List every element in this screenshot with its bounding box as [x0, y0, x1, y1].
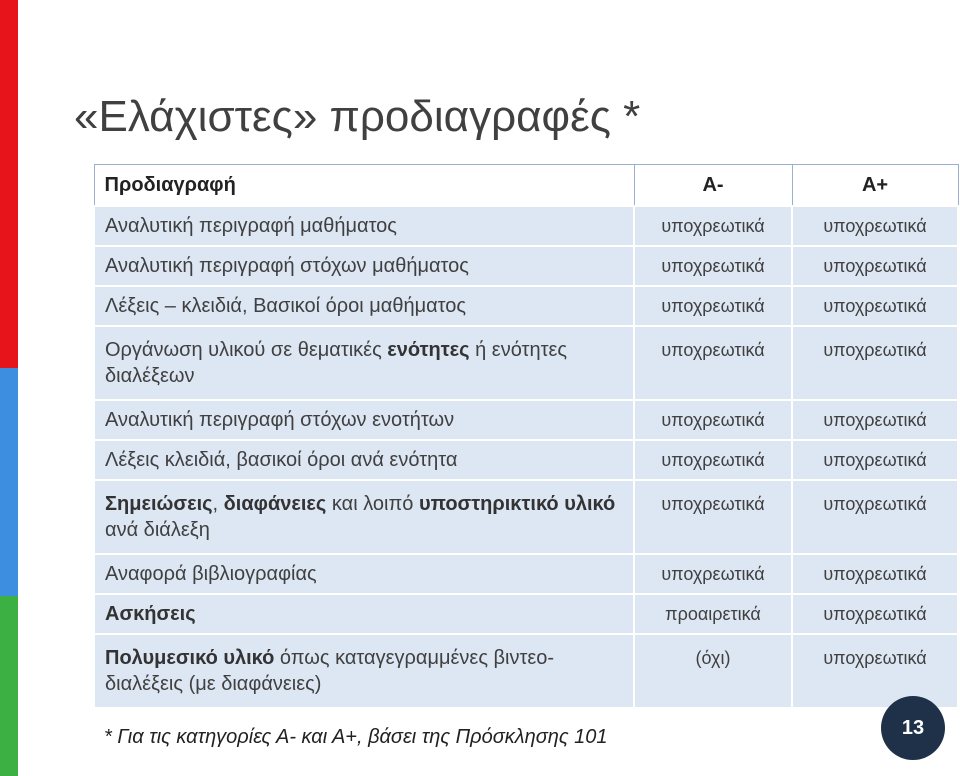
label-text: Αναλυτική περιγραφή στόχων ενοτήτων: [105, 409, 455, 431]
cell-a-plus: υποχρεωτικά: [792, 480, 958, 554]
header-specification: Προδιαγραφή: [94, 165, 634, 207]
label-text: Αναφορά βιβλιογραφίας: [105, 563, 317, 585]
table-row: [94, 440, 958, 480]
row-label: [94, 480, 634, 554]
label-text: Αναλυτική περιγραφή στόχων μαθήματος: [105, 255, 469, 277]
label-bold-text: ενότητες: [387, 339, 470, 361]
cell-a-minus: υποχρεωτικά: [634, 440, 792, 480]
table-row: [94, 480, 958, 554]
table-row: [94, 246, 958, 286]
page-number-badge: 13: [881, 696, 945, 760]
cell-a-plus: υποχρεωτικά: [792, 286, 958, 326]
cell-a-plus: υποχρεωτικά: [792, 326, 958, 400]
cell-a-plus: υποχρεωτικά: [792, 206, 958, 246]
label-text: ή ενότητες διαλέξεων: [105, 339, 568, 387]
slide-title: «Ελάχιστες» προδιαγραφές *: [74, 92, 641, 141]
row-label: [94, 400, 634, 440]
specifications-table: [93, 164, 959, 709]
label-text: ,: [212, 493, 224, 515]
cell-a-plus: υποχρεωτικά: [792, 554, 958, 594]
row-label: [94, 634, 634, 708]
header-a-plus: Α+: [792, 165, 958, 207]
side-bar-red: [0, 0, 18, 368]
cell-a-minus: υποχρεωτικά: [634, 326, 792, 400]
cell-a-minus: υποχρεωτικά: [634, 206, 792, 246]
label-text: Λέξεις κλειδιά, βασικοί όροι ανά ενότητα: [105, 449, 458, 471]
row-label: [94, 594, 634, 634]
row-label: [94, 246, 634, 286]
label-text: ανά διάλεξη: [105, 519, 210, 541]
side-bar-blue: [0, 368, 18, 596]
row-label: [94, 286, 634, 326]
cell-a-plus: υποχρεωτικά: [792, 440, 958, 480]
cell-a-minus: υποχρεωτικά: [634, 480, 792, 554]
row-label: [94, 206, 634, 246]
cell-a-minus: υποχρεωτικά: [634, 286, 792, 326]
label-text: όπως καταγεγραμμένες βιντεο-διαλέξεις (με διαφάνειες): [105, 647, 555, 695]
cell-a-plus: υποχρεωτικά: [792, 634, 958, 708]
cell-a-minus: υποχρεωτικά: [634, 246, 792, 286]
label-text: Οργάνωση υλικού σε θεματικές: [105, 339, 388, 361]
cell-a-minus: υποχρεωτικά: [634, 400, 792, 440]
table-row: [94, 326, 958, 400]
cell-a-plus: υποχρεωτικά: [792, 400, 958, 440]
table-row: [94, 206, 958, 246]
table-header-row: [94, 165, 958, 207]
header-a-minus: Α-: [634, 165, 792, 207]
row-label: [94, 326, 634, 400]
label-bold-text: διαφάνειες: [223, 493, 327, 515]
footnote: * Για τις κατηγορίες Α- και Α+, βάσει της Πρόσκλησης 101: [104, 726, 608, 748]
cell-a-plus: υποχρεωτικά: [792, 246, 958, 286]
row-label: [94, 554, 634, 594]
label-bold-text: Σημειώσεις: [105, 493, 213, 515]
label-text: και λοιπό: [326, 493, 419, 515]
cell-a-plus: υποχρεωτικά: [792, 594, 958, 634]
label-text: Αναλυτική περιγραφή μαθήματος: [105, 215, 397, 237]
side-bar-green: [0, 596, 18, 776]
table-row: [94, 286, 958, 326]
table-row: [94, 594, 958, 634]
label-bold-text: Ασκήσεις: [105, 603, 196, 625]
table-body: [94, 206, 958, 708]
cell-a-minus: προαιρετικά: [634, 594, 792, 634]
row-label: [94, 440, 634, 480]
label-bold-text: Πολυμεσικό υλικό: [105, 647, 275, 669]
table-row: [94, 634, 958, 708]
table-row: [94, 400, 958, 440]
table-row: [94, 554, 958, 594]
label-text: Λέξεις – κλειδιά, Βασικοί όροι μαθήματος: [105, 295, 467, 317]
cell-a-minus: (όχι): [634, 634, 792, 708]
label-bold-text: υποστηρικτικό υλικό: [418, 493, 616, 515]
cell-a-minus: υποχρεωτικά: [634, 554, 792, 594]
